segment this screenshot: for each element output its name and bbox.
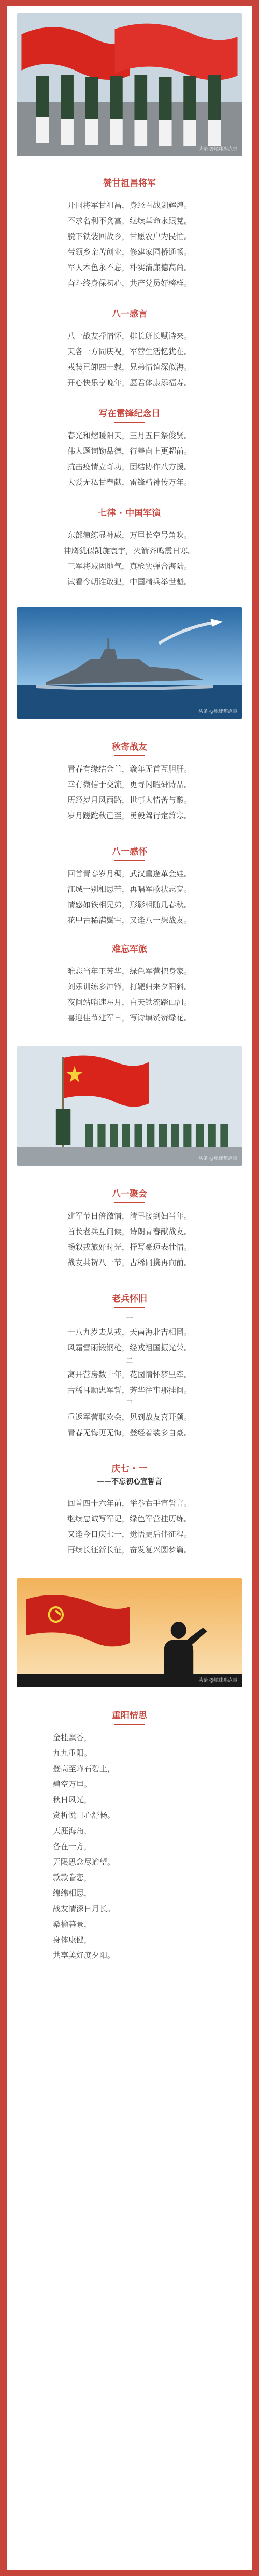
poem-line: 三军将域固地气，真枪实弹合海陆。 xyxy=(67,562,192,571)
poem-line: 继续忠诚写军记，绿色军营挂历练。 xyxy=(67,1514,192,1523)
poem-line: 开国将军甘祖昌，身经百战剑辉煌。 xyxy=(67,201,192,210)
poem-line: 奋斗终身保初心，共产党员好榜样。 xyxy=(67,278,192,288)
honor-guard-image xyxy=(17,1046,242,1166)
poem-title: 秋寄战友 xyxy=(112,742,147,752)
poem-line: 刘乐训练多冲锋，打靶归来夕阳斜。 xyxy=(67,982,192,991)
photo-section-3 xyxy=(17,1046,242,1166)
poem-section-6 xyxy=(17,844,242,928)
poem-line: 首长老兵互问候，诗朗青春献战友。 xyxy=(67,1227,192,1236)
poem-title: 重阳情思 xyxy=(112,1711,147,1721)
poem-line: 赏析悦目心舒畅。 xyxy=(53,1811,116,1820)
poem-line: 春光和熠暖阳天，三月五日祭俊贤。 xyxy=(67,431,192,440)
poem-line: 碧空万里。 xyxy=(53,1780,92,1789)
poem-line: 共享美好度夕阳。 xyxy=(53,1951,116,1960)
title-divider xyxy=(114,860,145,861)
poem-section-2 xyxy=(17,306,242,390)
parade-flag-image xyxy=(17,13,242,156)
poem-section-7 xyxy=(17,942,242,1026)
title-divider xyxy=(114,755,145,756)
poem-line: 神鹰犹似凯旋寰宇，火箭齐鸣震日寒。 xyxy=(63,546,196,555)
poem-line: 花甲古稀满鬓雪，又逢八一想战友。 xyxy=(67,916,192,925)
poem-line: 建军节日倍激情，清早接到妇当年。 xyxy=(67,1211,192,1221)
poem-line: 开心快乐享晚年，愿君体康添福寿。 xyxy=(67,378,192,387)
warship-image xyxy=(17,607,242,719)
poem-line: 无限思念尽逾望。 xyxy=(53,1857,116,1867)
photo-section-2 xyxy=(17,607,242,719)
poem-line: 喜迎佳节建军日，写诗填赞赞绿花。 xyxy=(67,1013,192,1023)
poem-section-5 xyxy=(17,739,242,823)
poem-line: 难忘当年正芳华，绿色军营把身家。 xyxy=(67,967,192,976)
poem-title: 难忘军旅 xyxy=(112,944,147,955)
poem-line: 各在一方， xyxy=(53,1842,92,1851)
poem-line: 青春无悔更无悔，登经着装多自豪。 xyxy=(67,1428,192,1437)
poem-section-11 xyxy=(17,1708,242,1963)
poem-line: 畅叙戎旅好时光，抒写豪迈表壮情。 xyxy=(67,1242,192,1252)
photo-section-1 xyxy=(17,0,242,156)
poem-title: 赞甘祖昌将军 xyxy=(103,178,156,189)
poem-line: 金桂飘香， xyxy=(53,1733,92,1742)
salute-silhouette-photo xyxy=(17,1578,242,1687)
poem-subtitle: ——不忘初心宣誓言 xyxy=(97,1478,162,1486)
parade-flag-photo xyxy=(17,13,242,156)
poem-line: 不求名利不贪富，继续革命永跟党。 xyxy=(67,216,192,226)
poem-line: 天涯海角， xyxy=(53,1826,92,1836)
poem-title: 老兵怀旧 xyxy=(112,1294,147,1304)
title-divider xyxy=(114,1724,145,1725)
poem-line: 款款眷恋， xyxy=(53,1873,92,1882)
poem-line: 又逢今日庆七一，觉悟更后伴征程。 xyxy=(67,1530,192,1539)
poem-title: 八一感言 xyxy=(112,309,147,319)
poem-line: 天各一方同庆祝，军营生活忆犹在。 xyxy=(67,347,192,356)
poem-title: 七律 · 中国军演 xyxy=(98,508,161,519)
poem-line: 八一战友抒情怀，排长班长赋诗来。 xyxy=(67,331,192,341)
poem-line: 回首四十六年前，举拳右手宣誓言。 xyxy=(67,1499,192,1508)
poem-line: 十八九岁去从戎，天南海北吉相同。 xyxy=(67,1327,192,1337)
poem-line: 岁月蹉跎秋已至，勇毅驾行定箫寒。 xyxy=(67,811,192,820)
photo-watermark: 头条 @地球那点事 xyxy=(198,147,237,152)
poem-line: 军人本色永不忘，朴实清廉德高尚。 xyxy=(67,263,192,272)
title-divider xyxy=(114,1202,145,1203)
poem-line: 脱下铁装回故乡，甘愿农户为民忙。 xyxy=(67,232,192,241)
poem-line: 夜间站哨速星月，白天铁流踏山河。 xyxy=(67,998,192,1007)
poem-line: 登高至峰石碧上， xyxy=(53,1764,116,1773)
photo-watermark: 头条 @地球那点事 xyxy=(198,1156,237,1161)
poem-line: 大爱无私甘奉献，雷锋精神传万年。 xyxy=(67,478,192,487)
poem-title: 八一聚会 xyxy=(112,1189,147,1199)
poem-line: 古稀耳顺忠军誓，芳华往事那挂间。 xyxy=(67,1385,192,1395)
poem-line: 青春有缘结金兰，羲年无首互胆肝。 xyxy=(67,764,192,774)
poem-line: 九九重阳。 xyxy=(53,1748,92,1758)
poem-line: 试看今朝谁敢犯，中国精兵举世魁。 xyxy=(67,577,192,586)
poem-title: 庆七 · 一 xyxy=(111,1464,148,1474)
salute-silhouette-image xyxy=(17,1578,242,1687)
poem-line: 东部演练显神威，万里长空号角吹。 xyxy=(67,530,192,540)
poem-line: 戎装已卸四十载，兄弟情谊深似海。 xyxy=(67,362,192,372)
photo-watermark: 头条 @地球那点事 xyxy=(198,709,237,715)
poem-section-1 xyxy=(17,176,242,291)
poem-line: 风霜雪雨锻钢枪，经戎祖国振光荣。 xyxy=(67,1343,192,1352)
poem-section-3 xyxy=(17,406,242,490)
poem-title: 写在雷锋纪念日 xyxy=(98,409,161,419)
poem-section-9 xyxy=(17,1291,242,1440)
poem-line: 战友情深日月长。 xyxy=(53,1904,116,1913)
stanza-number: 一 xyxy=(126,1314,133,1322)
poem-line: 战友共贺八一节，古稀同携再向前。 xyxy=(67,1258,192,1267)
poem-section-8 xyxy=(17,1186,242,1270)
poem-section-4 xyxy=(17,506,242,590)
poem-line: 江城一别相思苦，再唱军歌状志宽。 xyxy=(67,885,192,894)
poem-line: 情感如铁相兄弟，形影相随几春秋。 xyxy=(67,900,192,909)
poem-section-10 xyxy=(17,1461,242,1558)
stanza-number: 三 xyxy=(126,1399,133,1407)
poem-line: 秋日风光， xyxy=(53,1795,92,1804)
honor-guard-photo xyxy=(17,1046,242,1166)
poem-line: 离开营房数十年，花园情怀梦里牵。 xyxy=(67,1370,192,1379)
poem-line: 回首青春岁月稠，武汉重逢革金娃。 xyxy=(67,869,192,878)
poem-line: 绵绵相思， xyxy=(53,1888,92,1898)
photo-section-4 xyxy=(17,1578,242,1687)
poem-line: 抗击疫情立奇功，团结协作八方援。 xyxy=(67,462,192,471)
poem-line: 带领乡亲苦创业，修建家园桥通畅。 xyxy=(67,247,192,257)
poem-line: 再续长征新长征，奋发复兴圆梦篇。 xyxy=(67,1545,192,1555)
poem-line: 历经岁月风雨路，世事人情苦与酸。 xyxy=(67,795,192,805)
poem-title: 八一感怀 xyxy=(112,847,147,857)
title-divider xyxy=(114,1307,145,1308)
poem-line: 重返军营联欢会，见到战友喜开颜。 xyxy=(67,1412,192,1422)
title-divider xyxy=(114,422,145,423)
warship-photo xyxy=(17,607,242,719)
poem-line: 身体康健， xyxy=(53,1935,92,1944)
poem-line: 桑榆暮景， xyxy=(53,1920,92,1929)
stanza-number: 二 xyxy=(126,1357,133,1365)
photo-watermark: 头条 @地球那点事 xyxy=(198,1678,237,1683)
poem-line: 伟人题词勤品德，行善向上更超前。 xyxy=(67,446,192,456)
poem-line: 幸有微信于交流，更寻闲暇研诗品。 xyxy=(67,780,192,789)
